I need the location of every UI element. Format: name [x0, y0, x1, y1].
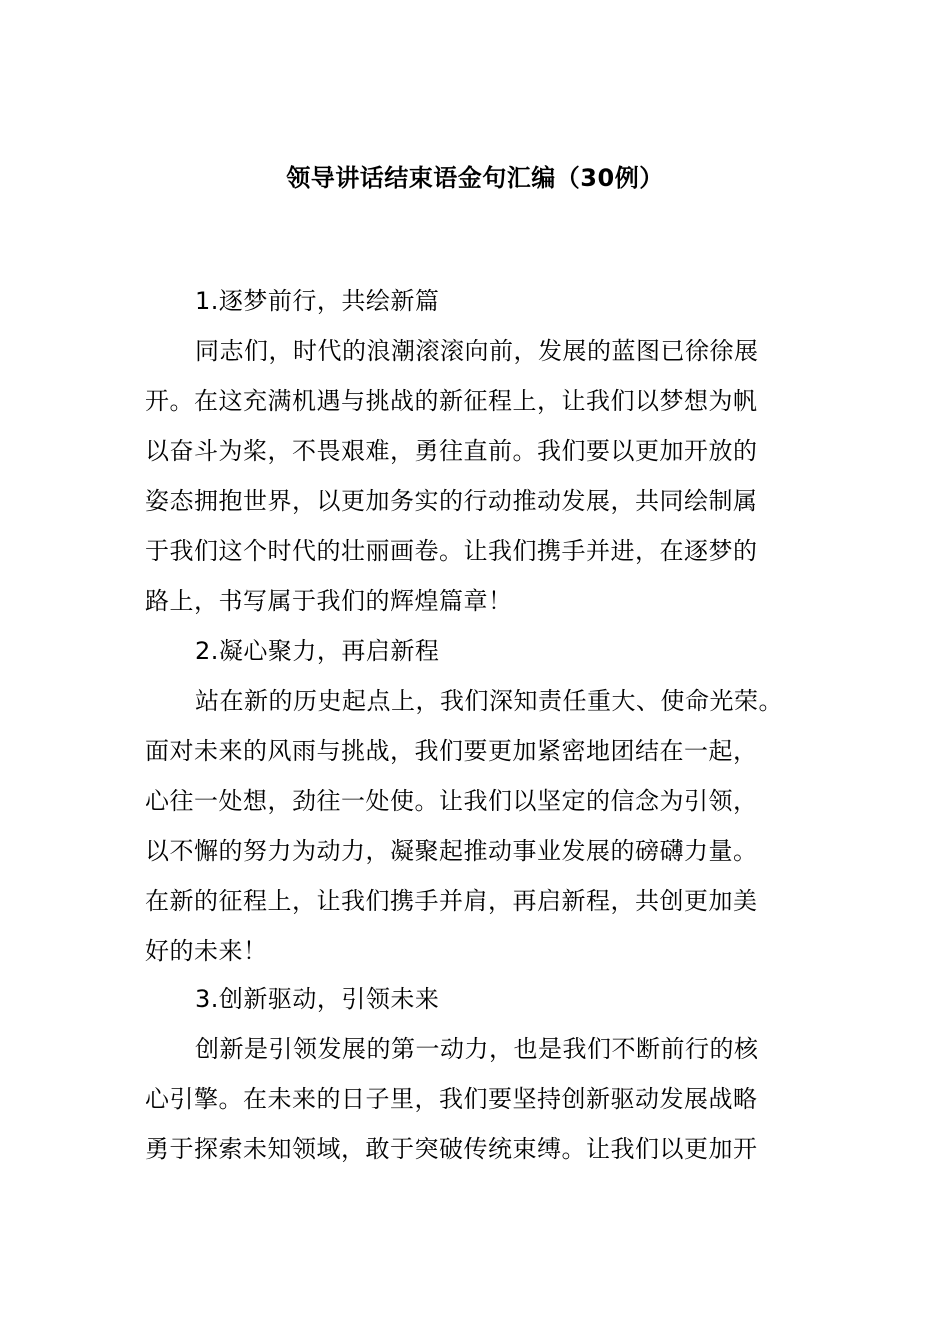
paragraph-line: 同志们，时代的浪潮滚滚向前，发展的蓝图已徐徐展 — [195, 337, 759, 365]
paragraph-line: 以不懈的努力为动力，凝聚起推动事业发展的磅礴力量。 — [145, 837, 758, 865]
paragraph-line: 路上，书写属于我们的辉煌篇章！ — [145, 587, 513, 615]
paragraph-line: 心引擎。在未来的日子里，我们要坚持创新驱动发展战略 — [145, 1085, 758, 1113]
paragraph-line: 好的未来！ — [145, 937, 268, 965]
section-heading: 2.凝心聚力，再启新程 — [195, 637, 440, 665]
paragraph-line: 以奋斗为桨，不畏艰难，勇往直前。我们要以更加开放的 — [145, 437, 758, 465]
paragraph-line: 于我们这个时代的壮丽画卷。让我们携手并进，在逐梦的 — [145, 537, 758, 565]
section-heading: 3.创新驱动，引领未来 — [195, 985, 440, 1013]
section-heading: 1.逐梦前行，共绘新篇 — [195, 287, 440, 315]
paragraph-line: 面对未来的风雨与挑战，我们要更加紧密地团结在一起， — [145, 737, 758, 765]
paragraph-line: 开。在这充满机遇与挑战的新征程上，让我们以梦想为帆 — [145, 387, 758, 415]
paragraph-line: 心往一处想，劲往一处使。让我们以坚定的信念为引领， — [145, 787, 758, 815]
paragraph-line: 站在新的历史起点上，我们深知责任重大、使命光荣。 — [195, 687, 783, 715]
paragraph-line: 在新的征程上，让我们携手并肩，再启新程，共创更加美 — [145, 887, 758, 915]
paragraph-line: 创新是引领发展的第一动力，也是我们不断前行的核 — [195, 1035, 759, 1063]
paragraph-line: 勇于探索未知领域，敢于突破传统束缚。让我们以更加开 — [145, 1135, 758, 1163]
document-title: 领导讲话结束语金句汇编（30例） — [286, 164, 664, 192]
paragraph-line: 姿态拥抱世界，以更加务实的行动推动发展，共同绘制属 — [145, 487, 758, 515]
